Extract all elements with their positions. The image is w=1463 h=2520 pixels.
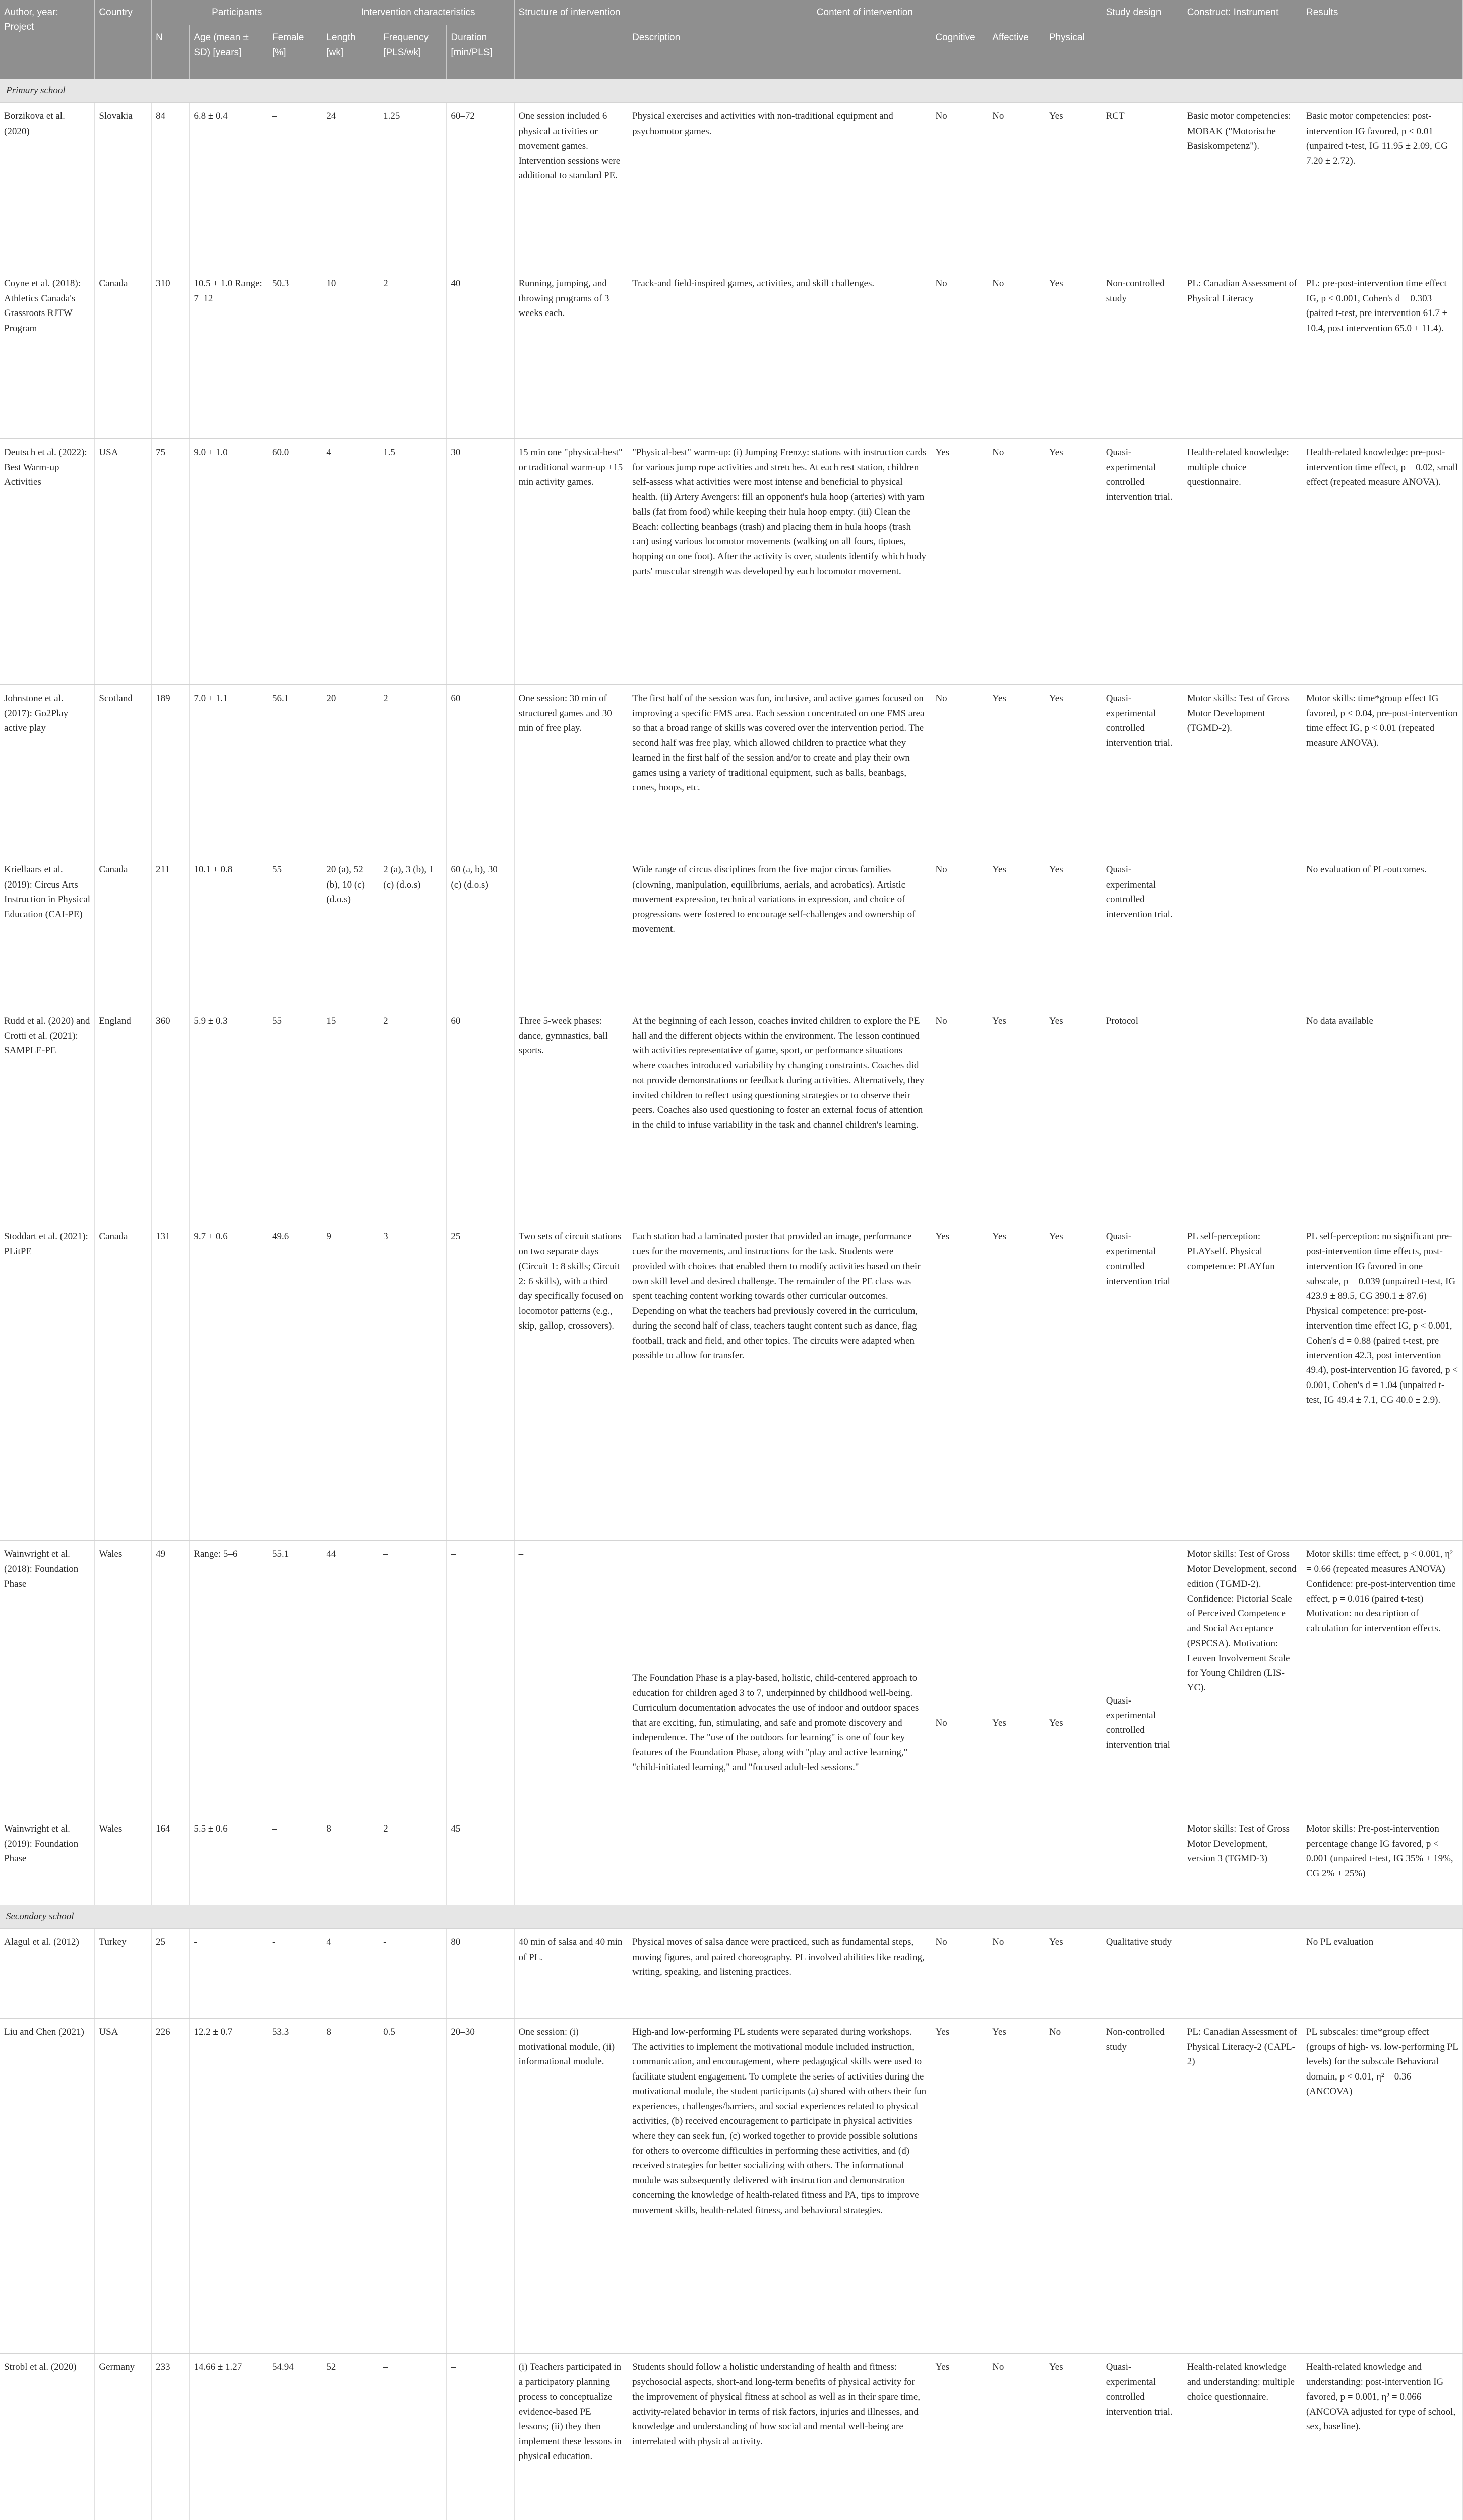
cell-n: 233 (152, 2354, 190, 2520)
section-label: Primary school (0, 79, 1463, 103)
cell-author: Rudd et al. (2020) and Crotti et al. (2021): SAMPLE-PE (0, 1007, 95, 1223)
cell-physical: Yes (1045, 103, 1102, 270)
cell-length: 24 (322, 103, 379, 270)
table-row (0, 856, 1463, 1007)
cell-duration: 25 (447, 1223, 514, 1541)
cell-physical: No (1045, 2019, 1102, 2354)
cell-design: Protocol (1102, 1007, 1183, 1223)
cell-physical: Yes (1045, 1541, 1102, 1905)
cell-structure: 40 min of salsa and 40 min of PL. (514, 1929, 628, 2019)
cell-construct: PL self-perception: PLAYself. Physical competence: PLAYfun (1183, 1223, 1302, 1541)
cell-design: Qualitative study (1102, 1929, 1183, 2019)
cell-physical: Yes (1045, 439, 1102, 685)
cell-author: Deutsch et al. (2022): Best Warm-up Activities (0, 439, 95, 685)
cell-country: Canada (95, 856, 152, 1007)
cell-n: 211 (152, 856, 190, 1007)
cell-frequency: – (379, 1541, 447, 1815)
cell-construct: PL: Canadian Assessment of Physical Literacy (1183, 270, 1302, 439)
cell-design: Quasi-experimental controlled intervention trial (1102, 1223, 1183, 1541)
header-study-design: Study design (1102, 0, 1183, 79)
table-header (0, 0, 1463, 79)
cell-age: Range: 5–6 (190, 1541, 268, 1815)
cell-length: 20 (a), 52 (b), 10 (c) (d.o.s) (322, 856, 379, 1007)
cell-frequency: 2 (379, 1815, 447, 1905)
cell-duration: 40 (447, 270, 514, 439)
cell-cognitive: No (931, 270, 988, 439)
header-frequency: Frequency [PLS/wk] (379, 25, 447, 79)
header-intervention-characteristics: Intervention characteristics (322, 0, 514, 25)
cell-female: 54.94 (268, 2354, 322, 2520)
cell-cognitive: Yes (931, 2019, 988, 2354)
cell-structure: One session: 30 min of structured games and 30 min of free play. (514, 685, 628, 856)
cell-cognitive: No (931, 856, 988, 1007)
cell-results: Basic motor competencies: post-intervention IG favored, p < 0.01 (unpaired t-test, IG 11.95 ± 2.09, CG 7.20 ± 2.72). (1302, 103, 1462, 270)
cell-n: 25 (152, 1929, 190, 2019)
cell-cognitive: No (931, 103, 988, 270)
header-participants: Participants (152, 0, 322, 25)
cell-results: No data available (1302, 1007, 1462, 1223)
cell-length: 44 (322, 1541, 379, 1815)
cell-structure: – (514, 856, 628, 1007)
cell-description: Physical moves of salsa dance were practiced, such as fundamental steps, moving figures, and paired choreography. PL involved abilities like reading, writing, speaking, and listening practices. (628, 1929, 931, 2019)
header-female: Female [%] (268, 25, 322, 79)
cell-construct (1183, 1007, 1302, 1223)
cell-construct: PL: Canadian Assessment of Physical Literacy-2 (CAPL-2) (1183, 2019, 1302, 2354)
cell-age: 10.1 ± 0.8 (190, 856, 268, 1007)
cell-n: 84 (152, 103, 190, 270)
cell-female: 53.3 (268, 2019, 322, 2354)
cell-construct: Motor skills: Test of Gross Motor Development, second edition (TGMD-2). Confidence: Pictorial Scale of Perceived Competence and Social Acceptance (PSPCSA). Motivation: Leuven Involvement Scale for Young Children (LIS-YC). (1183, 1541, 1302, 1815)
cell-physical: Yes (1045, 270, 1102, 439)
cell-author: Liu and Chen (2021) (0, 2019, 95, 2354)
cell-physical: Yes (1045, 2354, 1102, 2520)
cell-age: 7.0 ± 1.1 (190, 685, 268, 856)
cell-female: 55 (268, 856, 322, 1007)
cell-frequency: 3 (379, 1223, 447, 1541)
cell-age: - (190, 1929, 268, 2019)
header-results: Results (1302, 0, 1462, 79)
cell-length: 4 (322, 439, 379, 685)
cell-cognitive: Yes (931, 1223, 988, 1541)
cell-structure: 15 min one "physical-best" or traditional warm-up +15 min activity games. (514, 439, 628, 685)
cell-author: Stoddart et al. (2021): PLitPE (0, 1223, 95, 1541)
cell-results: Health-related knowledge: pre-post-intervention time effect, p = 0.02, small effect (repeated measure ANOVA). (1302, 439, 1462, 685)
cell-author: Kriellaars et al. (2019): Circus Arts Instruction in Physical Education (CAI-PE) (0, 856, 95, 1007)
cell-female: 49.6 (268, 1223, 322, 1541)
table-row (0, 270, 1463, 439)
table-row (0, 1007, 1463, 1223)
cell-duration: 60–72 (447, 103, 514, 270)
cell-author: Borzikova et al. (2020) (0, 103, 95, 270)
cell-author: Coyne et al. (2018): Athletics Canada's Grassroots RJTW Program (0, 270, 95, 439)
cell-description: "Physical-best" warm-up: (i) Jumping Frenzy: stations with instruction cards for various jump rope activities and stretches. At each rest station, children self-assess what activities were most intense and beneficial to physical health. (ii) Artery Avengers: fill an opponent's hula hoop (arteries) with yarn balls (fat from food) while keeping their hula hoop empty. (iii) Clean the Beach: collecting beanbags (trash) and placing them in hula hoops (trash can) using various locomotor movements (walking on all fours, tiptoes, hopping on one foot). After the activity is over, students identify which body parts' muscular strength was developed by each locomotor movement. (628, 439, 931, 685)
cell-country: USA (95, 439, 152, 685)
table-row (0, 1541, 1463, 1815)
cell-description: The Foundation Phase is a play-based, holistic, child-centered approach to education for children aged 3 to 7, underpinned by childhood well-being. Curriculum documentation advocates the use of indoor and outdoor spaces that are exciting, fun, stimulating, and safe and promote discovery and independence. The "use of the outdoors for learning" is one of four key features of the Foundation Phase, along with "play and active learning," "child-initiated learning," and "focused adult-led sessions." (628, 1541, 931, 1905)
cell-length: 52 (322, 2354, 379, 2520)
cell-results: Motor skills: Pre-post-intervention percentage change IG favored, p < 0.001 (unpaired t-test, IG 35% ± 19%, CG 2% ± 25%) (1302, 1815, 1462, 1905)
cell-age: 12.2 ± 0.7 (190, 2019, 268, 2354)
cell-design: RCT (1102, 103, 1183, 270)
cell-age: 10.5 ± 1.0 Range: 7–12 (190, 270, 268, 439)
cell-description: Physical exercises and activities with non-traditional equipment and psychomotor games. (628, 103, 931, 270)
cell-construct: Health-related knowledge and understanding: multiple choice questionnaire. (1183, 2354, 1302, 2520)
table-row (0, 1929, 1463, 2019)
cell-country: USA (95, 2019, 152, 2354)
cell-construct: Motor skills: Test of Gross Motor Development, version 3 (TGMD-3) (1183, 1815, 1302, 1905)
cell-structure: – (514, 1541, 628, 1815)
cell-construct: Health-related knowledge: multiple choice questionnaire. (1183, 439, 1302, 685)
cell-cognitive: No (931, 685, 988, 856)
cell-n: 310 (152, 270, 190, 439)
cell-length: 20 (322, 685, 379, 856)
cell-country: England (95, 1007, 152, 1223)
cell-length: 8 (322, 1815, 379, 1905)
cell-frequency: 0.5 (379, 2019, 447, 2354)
cell-country: Wales (95, 1541, 152, 1815)
cell-author: Strobl et al. (2020) (0, 2354, 95, 2520)
cell-results: PL self-perception: no significant pre-post-intervention time effects, post-intervention IG favored in one subscale, p = 0.039 (unpaired t-test, IG 423.9 ± 89.5, CG 390.1 ± 87.6) Physical competence: pre-post-intervention time effect IG, p < 0.001, Cohen's d = 0.88 (paired t-test, pre intervention 42.3, post intervention 49.4), post-intervention IG favored, p < 0.001, Cohen's d = 1.04 (unpaired t-test, IG 49.4 ± 7.1, CG 40.0 ± 2.9). (1302, 1223, 1462, 1541)
cell-n: 164 (152, 1815, 190, 1905)
cell-n: 131 (152, 1223, 190, 1541)
cell-affective: No (988, 2354, 1045, 2520)
section-label: Secondary school (0, 1905, 1463, 1929)
cell-length: 10 (322, 270, 379, 439)
cell-length: 9 (322, 1223, 379, 1541)
cell-frequency: 2 (379, 685, 447, 856)
cell-description: Wide range of circus disciplines from the five major circus families (clowning, manipulation, equilibriums, aerials, and acrobatics). Artistic movement expression, technical variations in expression, and choice of progressions were fostered to encourage self-challenges and ownership of movement. (628, 856, 931, 1007)
cell-duration: – (447, 1541, 514, 1815)
cell-physical: Yes (1045, 685, 1102, 856)
cell-country: Turkey (95, 1929, 152, 2019)
cell-construct (1183, 1929, 1302, 2019)
cell-physical: Yes (1045, 856, 1102, 1007)
cell-female: – (268, 1815, 322, 1905)
cell-structure: Two sets of circuit stations on two separate days (Circuit 1: 8 skills; Circuit 2: 6 skills), with a third day specifically focused on locomotor patterns (e.g., skip, gallop, crossovers). (514, 1223, 628, 1541)
cell-female: 60.0 (268, 439, 322, 685)
cell-results: PL: pre-post-intervention time effect IG, p < 0.001, Cohen's d = 0.303 (paired t-test, pre intervention 61.7 ± 10.4, post intervention 65.0 ± 11.4). (1302, 270, 1462, 439)
cell-age: 9.0 ± 1.0 (190, 439, 268, 685)
cell-age: 14.66 ± 1.27 (190, 2354, 268, 2520)
cell-country: Slovakia (95, 103, 152, 270)
cell-physical: Yes (1045, 1007, 1102, 1223)
cell-age: 9.7 ± 0.6 (190, 1223, 268, 1541)
cell-length: 8 (322, 2019, 379, 2354)
cell-n: 49 (152, 1541, 190, 1815)
cell-cognitive: No (931, 1541, 988, 1905)
cell-frequency: 2 (a), 3 (b), 1 (c) (d.o.s) (379, 856, 447, 1007)
cell-structure: Three 5-week phases: dance, gymnastics, ball sports. (514, 1007, 628, 1223)
cell-female: 55 (268, 1007, 322, 1223)
table-row (0, 1223, 1463, 1541)
cell-duration: – (447, 2354, 514, 2520)
cell-female: 56.1 (268, 685, 322, 856)
cell-description: At the beginning of each lesson, coaches invited children to explore the PE hall and the different objects within the environment. The lesson continued with activities representative of game, sport, or performance situations where coaches introduced variability by changing constraints. Coaches did not provide demonstrations or feedback during activities. Alternatively, they invited children to reflect using questioning strategies or to observe their peers. Coaches also used questioning to foster an external focus of attention in the child to infuse variability in the task and channel children's learning. (628, 1007, 931, 1223)
cell-construct: Basic motor competencies: MOBAK ("Motorische Basiskompetenz"). (1183, 103, 1302, 270)
cell-structure: One session included 6 physical activities or movement games. Intervention sessions were additional to standard PE. (514, 103, 628, 270)
header-n: N (152, 25, 190, 79)
cell-physical: Yes (1045, 1929, 1102, 2019)
cell-female: - (268, 1929, 322, 2019)
header-content: Content of intervention (628, 0, 1102, 25)
cell-design: Non-controlled study (1102, 2019, 1183, 2354)
cell-structure: One session: (i) motivational module, (ii) informational module. (514, 2019, 628, 2354)
header-duration: Duration [min/PLS] (447, 25, 514, 79)
cell-author: Wainwright et al. (2018): Foundation Phase (0, 1541, 95, 1815)
cell-duration: 60 (447, 685, 514, 856)
cell-frequency: 1.25 (379, 103, 447, 270)
cell-design: Quasi-experimental controlled intervention trial. (1102, 439, 1183, 685)
cell-results: No PL evaluation (1302, 1929, 1462, 2019)
header-construct: Construct: Instrument (1183, 0, 1302, 79)
cell-country: Germany (95, 2354, 152, 2520)
cell-frequency: – (379, 2354, 447, 2520)
cell-design: Quasi-experimental controlled intervention trial. (1102, 856, 1183, 1007)
cell-cognitive: Yes (931, 2354, 988, 2520)
cell-design: Quasi-experimental controlled intervention trial. (1102, 685, 1183, 856)
cell-affective: Yes (988, 2019, 1045, 2354)
cell-country: Scotland (95, 685, 152, 856)
table-row (0, 439, 1463, 685)
cell-duration: 30 (447, 439, 514, 685)
cell-affective: No (988, 270, 1045, 439)
cell-affective: Yes (988, 856, 1045, 1007)
cell-results: Motor skills: time effect, p < 0.001, η² = 0.66 (repeated measures ANOVA) Confidence: pre-post-intervention time effect, p = 0.016 (paired t-test) Motivation: no description of calculation for intervention effects. (1302, 1541, 1462, 1815)
cell-description: Each station had a laminated poster that provided an image, performance cues for the movements, and instructions for the task. Students were provided with choices that enabled them to modify activities based on their own skill level and desired challenge. The remainder of the PE class was spent teaching content working towards other curricular outcomes. Depending on what the teachers had previously covered in the curriculum, during the second half of class, teachers taught content such as dance, flag football, track and field, and other topics. The circuits were adapted when possible to allow for transfer. (628, 1223, 931, 1541)
header-description: Description (628, 25, 931, 79)
header-structure: Structure of intervention (514, 0, 628, 79)
cell-cognitive: Yes (931, 439, 988, 685)
cell-length: 4 (322, 1929, 379, 2019)
cell-female: 50.3 (268, 270, 322, 439)
section-row-secondary (0, 1905, 1463, 1929)
cell-structure: (i) Teachers participated in a participatory planning process to conceptualize evidence-based PE lessons; (ii) they then implement these lessons in physical education. (514, 2354, 628, 2520)
cell-results: PL subscales: time*group effect (groups of high- vs. low-performing PL levels) for the subscale Behavioral domain, p < 0.01, η² = 0.36 (ANCOVA) (1302, 2019, 1462, 2354)
cell-duration: 60 (447, 1007, 514, 1223)
cell-duration: 80 (447, 1929, 514, 2019)
cell-duration: 60 (a, b), 30 (c) (d.o.s) (447, 856, 514, 1007)
cell-n: 75 (152, 439, 190, 685)
cell-physical: Yes (1045, 1223, 1102, 1541)
cell-affective: No (988, 1929, 1045, 2019)
cell-female: – (268, 103, 322, 270)
header-physical: Physical (1045, 25, 1102, 79)
header-length: Length [wk] (322, 25, 379, 79)
cell-frequency: - (379, 1929, 447, 2019)
cell-n: 189 (152, 685, 190, 856)
cell-affective: Yes (988, 1541, 1045, 1905)
cell-results: Motor skills: time*group effect IG favored, p < 0.04, pre-post-intervention time effect IG, p < 0.01 (repeated measure ANOVA). (1302, 685, 1462, 856)
cell-affective: Yes (988, 1007, 1045, 1223)
cell-description: Students should follow a holistic understanding of health and fitness: psychosocial aspects, short-and long-term benefits of physical activity for the improvement of physical fitness at school as well as in their spare time, activity-related behavior in terms of risk factors, injuries and illnesses, and knowledge and understanding of how social and mental well-being are interrelated with physical activity. (628, 2354, 931, 2520)
cell-design: Quasi-experimental controlled intervention trial (1102, 1541, 1183, 1905)
cell-description: Track-and field-inspired games, activities, and skill challenges. (628, 270, 931, 439)
cell-frequency: 1.5 (379, 439, 447, 685)
cell-results: Health-related knowledge and understanding: post-intervention IG favored, p = 0.001, η² = 0.066 (ANCOVA adjusted for type of school, sex, baseline). (1302, 2354, 1462, 2520)
cell-structure (514, 1815, 628, 1905)
cell-author: Alagul et al. (2012) (0, 1929, 95, 2019)
table-row (0, 2354, 1463, 2520)
cell-description: High-and low-performing PL students were separated during workshops. The activities to implement the motivational module included instruction, communication, and encouragement, where pedagogical skills were used to facilitate student engagement. To complete the series of activities during the motivational module, the student participants (a) shared with others their fun experiences, challenges/barriers, and social experiences related to physical activities, (b) received encouragement to participate in physical activities where they can seek fun, (c) worked together to provide possible solutions for others to overcome difficulties in performing these activities, and (d) received strategies for better socializing with others. The informational module was subsequently delivered with instruction and demonstration concerning the knowledge of health-related fitness and PA, tips to improve movement skills, health-related fitness, and behavioral strategies. (628, 2019, 931, 2354)
cell-country: Wales (95, 1815, 152, 1905)
cell-structure: Running, jumping, and throwing programs of 3 weeks each. (514, 270, 628, 439)
table-row (0, 685, 1463, 856)
cell-country: Canada (95, 1223, 152, 1541)
cell-length: 15 (322, 1007, 379, 1223)
header-country: Country (95, 0, 152, 79)
cell-results: No evaluation of PL-outcomes. (1302, 856, 1462, 1007)
cell-construct (1183, 856, 1302, 1007)
cell-cognitive: No (931, 1929, 988, 2019)
header-author: Author, year: Project (0, 0, 95, 79)
header-affective: Affective (988, 25, 1045, 79)
header-age: Age (mean ± SD) [years] (190, 25, 268, 79)
cell-duration: 45 (447, 1815, 514, 1905)
cell-n: 360 (152, 1007, 190, 1223)
cell-n: 226 (152, 2019, 190, 2354)
cell-frequency: 2 (379, 270, 447, 439)
section-row-primary (0, 79, 1463, 103)
cell-affective: Yes (988, 1223, 1045, 1541)
cell-affective: Yes (988, 685, 1045, 856)
cell-age: 6.8 ± 0.4 (190, 103, 268, 270)
cell-design: Non-controlled study (1102, 270, 1183, 439)
table-row (0, 2019, 1463, 2354)
cell-duration: 20–30 (447, 2019, 514, 2354)
cell-age: 5.9 ± 0.3 (190, 1007, 268, 1223)
cell-frequency: 2 (379, 1007, 447, 1223)
cell-design: Quasi-experimental controlled intervention trial. (1102, 2354, 1183, 2520)
cell-construct: Motor skills: Test of Gross Motor Development (TGMD-2). (1183, 685, 1302, 856)
cell-cognitive: No (931, 1007, 988, 1223)
cell-age: 5.5 ± 0.6 (190, 1815, 268, 1905)
cell-description: The first half of the session was fun, inclusive, and active games focused on improving a specific FMS area. Each session concentrated on one FMS area so that a broad range of skills was covered over the intervention period. The second half was free play, which allowed children to practice what they learned in the first half of the session and/or to create and play their own games using a variety of traditional equipment, such as balls, beanbags, cones, hoops, etc. (628, 685, 931, 856)
cell-country: Canada (95, 270, 152, 439)
cell-affective: No (988, 439, 1045, 685)
cell-affective: No (988, 103, 1045, 270)
cell-author: Wainwright et al. (2019): Foundation Phase (0, 1815, 95, 1905)
cell-author: Johnstone et al. (2017): Go2Play active play (0, 685, 95, 856)
header-cognitive: Cognitive (931, 25, 988, 79)
cell-female: 55.1 (268, 1541, 322, 1815)
table-row (0, 103, 1463, 270)
